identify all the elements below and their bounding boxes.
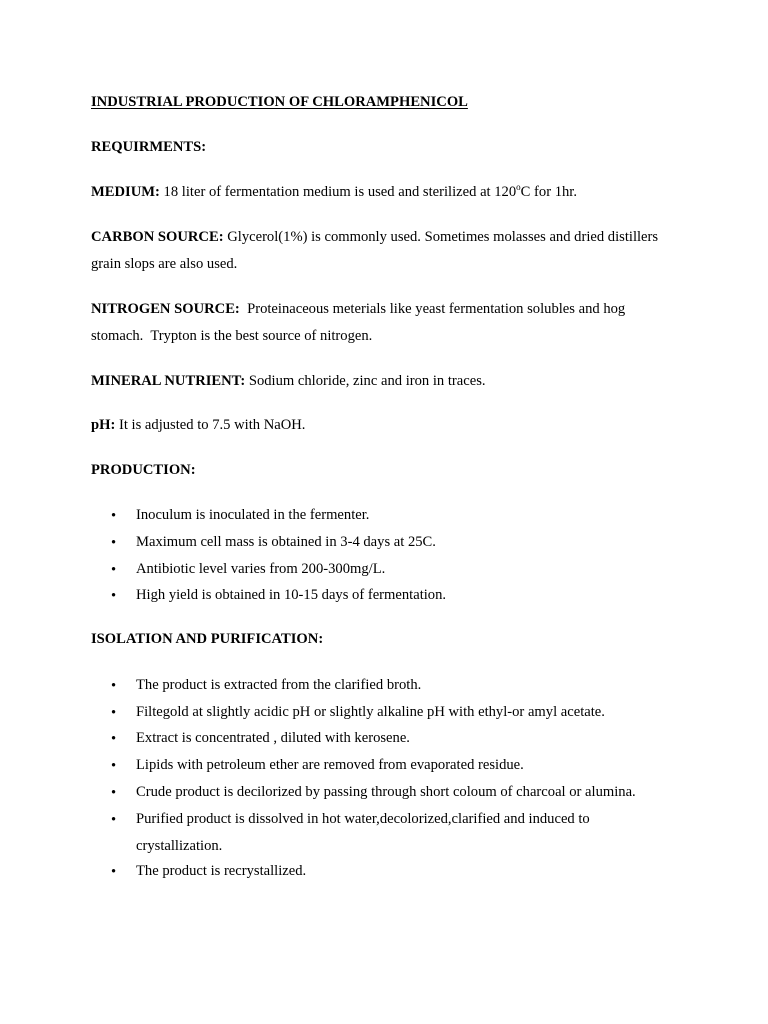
bullet-icon: • bbox=[111, 535, 117, 551]
list-item-text: The product is recrystallized. bbox=[136, 863, 307, 879]
list-item-text: Maximum cell mass is obtained in 3-4 days at 25C. bbox=[136, 534, 436, 550]
bullet-icon: • bbox=[111, 508, 117, 524]
list-item-text: Crude product is decilorized by passing through short coloum of charcoal or alumina. bbox=[136, 784, 636, 800]
nitrogen-source-line-2: stomach. Trypton is the best source of nitrogen. bbox=[91, 328, 373, 344]
degree-superscript: o bbox=[516, 182, 521, 192]
production-heading: PRODUCTION: bbox=[91, 462, 196, 478]
nitrogen-source-line bbox=[91, 302, 625, 317]
list-item-text: Lipids with petroleum ether are removed from evaporated residue. bbox=[136, 757, 524, 773]
nitrogen-source-text: Proteinaceous meterials like yeast fermentation solubles and hog bbox=[239, 301, 626, 317]
medium-label: MEDIUM: bbox=[91, 184, 160, 200]
list-item-text: The product is extracted from the clarified broth. bbox=[136, 677, 422, 693]
ph-label: pH: bbox=[91, 417, 116, 433]
carbon-source-label: CARBON SOURCE: bbox=[91, 229, 224, 245]
document-title: INDUSTRIAL PRODUCTION OF CHLORAMPHENICOL bbox=[91, 94, 468, 110]
medium-text-end: C for 1hr. bbox=[520, 184, 578, 200]
mineral-nutrient-line bbox=[91, 374, 486, 389]
ph-text: It is adjusted to 7.5 with NaOH. bbox=[115, 417, 306, 433]
bullet-icon: • bbox=[111, 678, 117, 694]
list-item-text: Inoculum is inoculated in the fermenter. bbox=[136, 507, 370, 523]
bullet-icon: • bbox=[111, 705, 117, 721]
bullet-icon: • bbox=[111, 785, 117, 801]
medium-text: 18 liter of fermentation medium is used and sterilized at 120 bbox=[159, 184, 517, 200]
mineral-nutrient-label: MINERAL NUTRIENT: bbox=[91, 373, 246, 389]
bullet-icon: • bbox=[111, 588, 117, 604]
bullet-icon: • bbox=[111, 812, 117, 828]
bullet-icon: • bbox=[111, 864, 117, 880]
bullet-icon: • bbox=[111, 731, 117, 747]
list-item-text: High yield is obtained in 10-15 days of fermentation. bbox=[136, 587, 447, 603]
medium-line bbox=[91, 182, 578, 200]
bullet-icon: • bbox=[111, 562, 117, 578]
list-item-text-continued: crystallization. bbox=[136, 838, 223, 854]
carbon-source-line-2: grain slops are also used. bbox=[91, 256, 238, 272]
list-item-text: Extract is concentrated , diluted with kerosene. bbox=[136, 730, 410, 746]
list-item-text: Purified product is dissolved in hot water,decolorized,clarified and induced to bbox=[136, 811, 590, 827]
list-item-text: Antibiotic level varies from 200-300mg/L. bbox=[136, 561, 386, 577]
isolation-heading: ISOLATION AND PURIFICATION: bbox=[91, 631, 324, 647]
bullet-icon: • bbox=[111, 758, 117, 774]
requirements-heading: REQUIRMENTS: bbox=[91, 139, 207, 155]
carbon-source-text: Glycerol(1%) is commonly used. Sometimes molasses and dried distillers bbox=[223, 229, 659, 245]
list-item-text: Filtegold at slightly acidic pH or slightly alkaline pH with ethyl-or amyl acetate. bbox=[136, 704, 605, 720]
ph-line bbox=[91, 418, 305, 433]
carbon-source-line bbox=[91, 230, 658, 245]
nitrogen-source-label: NITROGEN SOURCE: bbox=[91, 301, 240, 317]
mineral-nutrient-text: Sodium chloride, zinc and iron in traces. bbox=[245, 373, 486, 389]
